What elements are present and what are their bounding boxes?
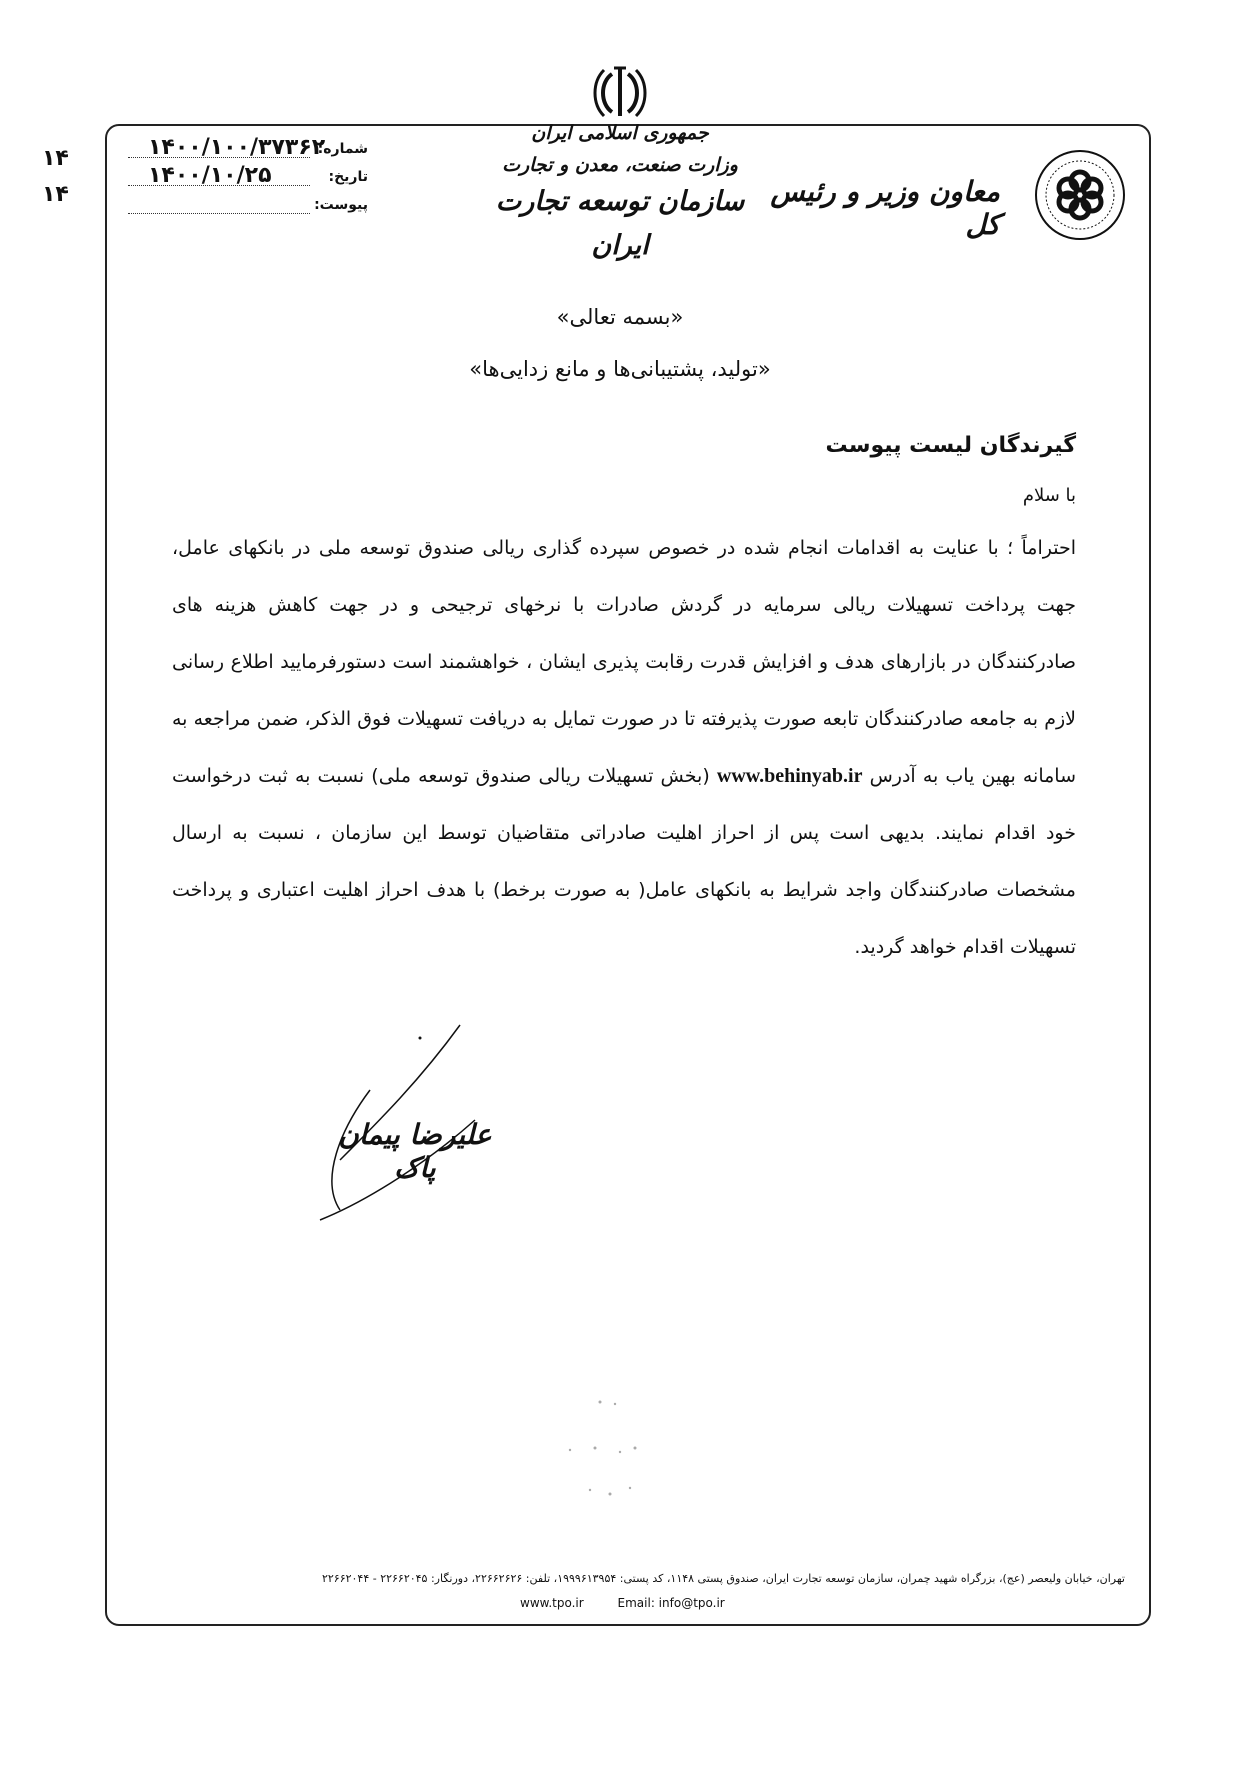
- footer-website[interactable]: www.tpo.ir: [520, 1596, 584, 1610]
- recipient: گیرندگان لیست پیوست: [825, 433, 1076, 458]
- body-text-part2: (بخش تسهیلات ریالی صندوق توسعه ملی) نسبت به ثبت درخواست خود اقدام نمایند. بدیهی است پس از احراز اهلیت صادراتی متقاضیان توسط این سازمان ، نسبت به ارسال مشخصات صادرکنندگان واجد شرایط به بانکهای عامل( به صورت برخط) با هدف احراز اهلیت اعتباری و پرداخت تسهیلات اقدام خواهد گردید.: [172, 765, 1076, 958]
- letter-body: [172, 520, 1076, 976]
- invocation: «بسمه تعالی»: [556, 305, 684, 329]
- country-name: جمهوری اسلامی ایران: [531, 122, 709, 144]
- date-margin: ۱۴: [42, 182, 69, 207]
- date-row: [128, 165, 368, 193]
- footer-address: تهران، خیابان ولیعصر (عج)، بزرگراه شهید چمران، سازمان توسعه تجارت ایران، صندوق پستی ۱۱۴۸، کد پستی: ۱۹۹۹۶۱۳۹۵۴، تلفن: ۲۲۶۶۲۶۲۶، دورنگار: ۲۲۶۶۲۰۴۵ - ۲۲۶۶۲۰۴۴: [321, 1572, 1125, 1585]
- deputy-title: معاون وزیر و رئیس کل: [770, 175, 1000, 241]
- greeting: با سلام: [1022, 485, 1076, 506]
- date-value: ۱۴۰۰/۱۰/۲۵: [148, 163, 272, 188]
- iran-emblem-icon: [590, 64, 650, 122]
- date-label: تاریخ:: [328, 169, 368, 185]
- attachment-label: پیوست:: [314, 197, 368, 213]
- faint-stamp-icon: [540, 1390, 680, 1520]
- number-margin: ۱۴: [42, 146, 69, 171]
- letterhead: [470, 118, 770, 268]
- motto: «تولید، پشتیبانی‌ها و مانع زدایی‌ها»: [469, 357, 771, 381]
- attachment-line: [128, 213, 310, 214]
- footer-contacts: [520, 1596, 770, 1610]
- website-link[interactable]: www.behinyab.ir: [716, 765, 863, 787]
- body-text-part1: احتراماً ؛ با عنایت به اقدامات انجام شده در خصوص سپرده گذاری ریالی صندوق توسعه ملی در بانکهای عامل، جهت پرداخت تسهیلات ریالی سرمایه در گردش صادرات با نرخهای ترجیحی و در جهت کاهش هزینه های صادرکنندگان در بازارهای هدف و افزایش قدرت رقابت پذیری ایشان ، خواهشمند است دستورفرمایید اطلاع رسانی لازم به جامعه صادرکنندگان تابعه صورت پذیرفته تا در صورت تمایل به دریافت تسهیلات فوق الذکر، ضمن مراجعه به سامانه بهین یاب به آدرس: [172, 537, 1076, 787]
- footer-email[interactable]: Email: info@tpo.ir: [617, 1596, 725, 1610]
- signatory-name: علیرضا پیمان پاک: [338, 1118, 492, 1184]
- ministry-name: وزارت صنعت، معدن و تجارت: [502, 154, 738, 176]
- number-row: [128, 137, 368, 165]
- number-value: ۱۴۰۰/۱۰۰/۳۷۳۶۲: [148, 135, 326, 160]
- number-label: شماره:: [317, 141, 368, 157]
- attachment-row: [128, 193, 368, 221]
- tpo-logo-icon: [1030, 145, 1130, 245]
- organization-name: سازمان توسعه تجارت ایران: [495, 186, 745, 261]
- letter-meta: [128, 137, 368, 221]
